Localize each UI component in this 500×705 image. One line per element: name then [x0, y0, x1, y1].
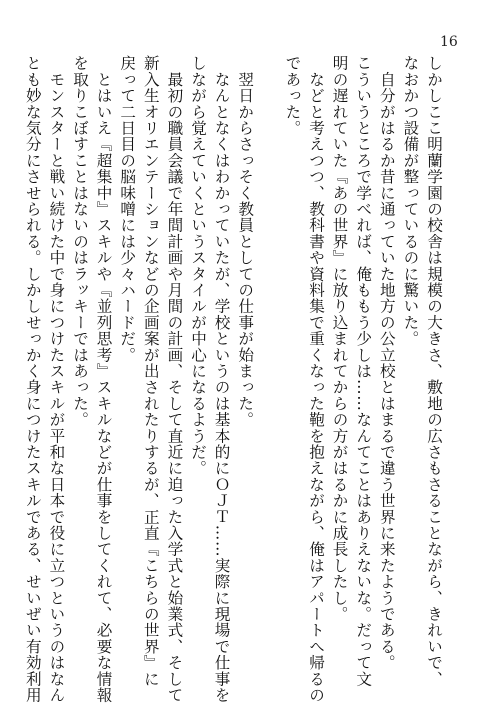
text-line: とはいえ『超集中』スキルや『並列思考』スキルなどが仕事をしてくれて、必要な情報	[94, 55, 113, 703]
text-line: 新入生オリエンテーションなどの企画案が出されたりするが、正直『こちらの世界』に	[141, 55, 160, 687]
text-line: 自分がはるか昔に通っていた地方の公立校とはまるで違う世界に来たようである。	[377, 55, 396, 671]
text-line: であった。	[283, 55, 302, 136]
text-line: 戻って二日目の脳味噌には少々ハードだ。	[118, 55, 137, 363]
text-line: モンスターと戦い続けた中で身につけたスキルが平和な日本で役に立つというのはなん	[47, 55, 66, 703]
page-number: 16	[440, 34, 458, 50]
blank-line	[257, 55, 280, 675]
text-line: 明の遅れていた『あの世界』に放り込まれてからの方がはるかに成長したし。	[330, 55, 349, 622]
text-line: を取りこぼすことはないのはラッキーではあった。	[71, 55, 89, 428]
text-line: 最初の職員会議で年間計画や月間の計画、そして直近に迫った入学式と始業式、そして	[165, 55, 184, 703]
text-line: などと考えつつ、教科書や資料集で重くなった鞄を抱えながら、俺はアパートへ帰るの	[307, 55, 325, 703]
text-line: とも妙な気分にさせられる。しかしせっかく身につけたスキルである、せいぜい有効利用	[23, 55, 42, 703]
text-line: しかしここ明蘭学園の校舎は規模の大きさ、敷地の広さもさることながら、きれいで、	[425, 55, 443, 687]
text-line: しながら覚えていくというスタイルが中心になるようだ。	[189, 55, 207, 477]
text-line: 翌日からさっそく教員としての仕事が始まった。	[236, 55, 255, 428]
text-line: なおかつ設備が整っているのに驚いた。	[401, 55, 420, 347]
text-line: こういうところで学べれば、俺ももう少しは……なんてことはありえないな。だって文	[354, 55, 373, 687]
text-line: なんとなくはわかっていたが、学校というのは基本的にＯＪＴ……実際に現場で仕事を	[212, 55, 231, 703]
